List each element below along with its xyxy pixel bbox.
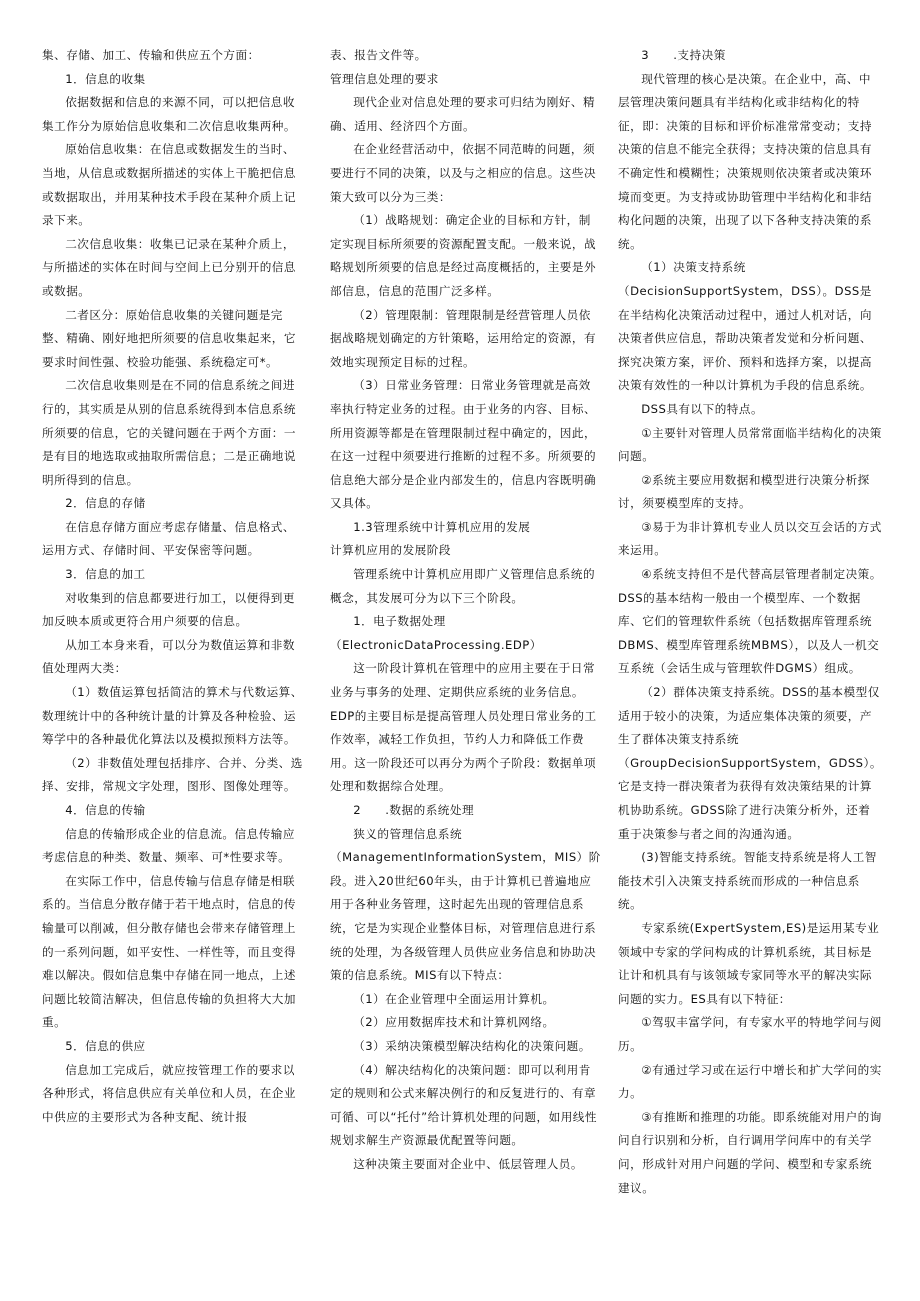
paragraph: (3)智能支持系统。智能支持系统是将人工智能技术引入决策支持系统而形成的一种信息系统。 [618,850,877,912]
text-column-1 [42,44,304,1129]
paragraph: 专家系统(ExpertSystem,ES)是运用某专业领域中专家的学问构成的计算机系统，其目标是让计和机具有与该领域专家同等水平的解决实际问题的实力。ES具有以下特征： [618,920,880,1006]
paragraph: 这一阶段计算机在管理中的应用主要在于日常业务与事务的处理、定期供应系统的业务信息。EDP的主要目标是提高管理人员处理日常业务的工作效率，减轻工作负担，节约人力和降低工作费用。这一阶段还可以再分为两个子阶段：数据单项处理和数据综合处理。 [330,661,597,794]
paragraph: 在信息存储方面应考虑存储量、信息格式、运用方式、存储时间、平安保密等问题。 [42,519,295,558]
section-heading: 2 .数据的系统处理 [353,803,475,817]
text-column-2 [330,44,602,1177]
paragraph: 管理系统中计算机应用即广义管理信息系统的概念，其发展可分为以下三个阶段。 [330,567,596,605]
paragraph: DSS具有以下的特点。 [641,401,764,416]
paragraph: ②系统主要应用数据和模型进行决策分析探讨，须要模型库的支持。 [618,472,870,511]
section-heading: 5．信息的供应 [65,1038,146,1053]
paragraph: 在实际工作中，信息传输与信息存储是相联系的。当信息分散存储于若干地点时，信息的传输量可以削减，但分散存储也会带来存储管理上的一系列问题，如平安性、一样性等，而且变得难以解决。假如信息集中存储在同一地点，上述问题比较简洁解决，但信息传输的负担将大大加重。 [42,873,296,1030]
paragraph: 表、报告文件等。 [330,48,427,62]
paragraph: 计算机应用的发展阶段 [330,543,451,558]
section-heading: 1.3管理系统中计算机应用的发展 [353,519,531,534]
section-heading: 3．信息的加工 [65,567,146,582]
paragraph: 现代管理的核心是决策。在企业中，高、中层管理决策问题具有半结构化或非结构化的特征，即：决策的目标和评价标准常常变动；支持决策的信息不能完全获得；支持决策的信息具有不确定性和模糊性；决策规则依决策者或决策环境而变更。为支持或协助管理中半结构化和非结构化问题的决策，出现了以下各种支持决策的系统。 [618,71,872,251]
paragraph: 原始信息收集：在信息或数据发生的当时、当地，从信息或数据所描述的实体上干脆把信息或数据取出，并用某种技术手段在某种介质上记录下来。 [42,142,296,228]
section-heading: 2．信息的存储 [65,496,146,511]
section-heading: 3 .支持决策 [641,48,726,62]
paragraph: ①主要针对管理人员常常面临半结构化的决策问题。 [618,425,882,464]
text-column-3 [618,44,882,1200]
paragraph: 这种决策主要面对企业中、低层管理人员。 [353,1156,583,1171]
paragraph: （3）采纳决策模型解决结构化的决策问题。 [353,1038,591,1053]
paragraph: 依据数据和信息的来源不同，可以把信息收集工作分为原始信息收集和二次信息收集两种。 [42,95,296,133]
paragraph: （3）日常业务管理：日常业务管理就是高效率执行特定业务的过程。由于业务的内容、目标、所用资源等都是在管理限制过程中确定的，因此，在这一过程中须要进行推断的过程不多。所须要的信息绝大部分是企业内部发生的，信息内容既明确又具体。 [330,378,597,511]
paragraph: 对收集到的信息都要进行加工，以便得到更加反映本质或更符合用户须要的信息。 [42,590,295,629]
paragraph: （1）数值运算包括简洁的算术与代数运算、数理统计中的各种统计量的计算及各种检验、运筹学中的各种最优化算法以及模拟预料方法等。 [42,685,303,747]
paragraph: 狭义的管理信息系统（ManagementInformationSystem，MIS）阶段。进入20世纪60年头，由于计算机已普遍地应用于各种业务管理，这时起先出现的管理信息系统，它是为实现企业整体目标，对管理信息进行系统的处理，为各级管理人员供应业务信息和协助决策的信息系统。MIS有以下特点： [330,826,601,983]
paragraph: （2）应用数据库技术和计算机网络。 [353,1015,555,1030]
paragraph: 管理信息处理的要求 [330,71,439,86]
section-heading: 4．信息的传输 [65,803,146,817]
paragraph: 从加工本身来看，可以分为数值运算和非数值处理两大类： [42,637,295,676]
paragraph: （1）决策支持系统（DecisionSupportSystem，DSS）。DSS是在半结构化决策活动过程中，通过人机对话，向决策者供应信息，帮助决策者发觉和分析问题、探究决策方案，评价、预料和选择方案，以提高决策有效性的一种以计算机为手段的信息系统。 [618,260,872,393]
section-heading: 1．电子数据处理（ElectronicDataProcessing.EDP） [330,614,542,652]
paragraph: （2）管理限制：管理限制是经营管理人员依据战略规划确定的方针策略，运用给定的资源，有效地实现预定目标的过程。 [330,307,597,369]
paragraph: （1）在企业管理中全面运用计算机。 [353,991,555,1006]
paragraph: 二者区分：原始信息收集的关键问题是完整、精确、刚好地把所须要的信息收集起来，它要求时间性强、校验功能强、系统稳定可*。 [42,307,296,369]
paragraph: （4）解决结构化的决策问题：即可以利用肯定的规则和公式来解决例行的和反复进行的、有章可循、可以“托付”给计算机处理的问题，如用线性规划求解生产资源最优配置等问题。 [330,1062,597,1148]
paragraph: 二次信息收集则是在不同的信息系统之间进行的，其实质是从别的信息系统得到本信息系统所须要的信息，它的关键问题在于两个方面：一是有目的地选取或抽取所需信息；二是正确地说明所得到的信息。 [42,378,296,487]
paragraph: （2）群体决策支持系统。DSS的基本模型仅适用于较小的决策，为适应集体决策的须要，产生了群体决策支持系统（GroupDecisionSupportSystem，GDSS）。它是支持一群决策者为获得有效决策结果的计算机协助系统。GDSS除了进行决策分析外，还着重于决策参与者之间的沟通沟通。 [618,685,882,841]
paragraph: ②有通过学习或在运行中增长和扩大学问的实力。 [618,1062,882,1101]
paragraph: ③易于为非计算机专业人员以交互会话的方式来运用。 [618,519,882,558]
section-heading: 1．信息的收集 [65,71,146,86]
paragraph: （1）战略规划：确定企业的目标和方针，制定实现目标所须要的资源配置支配。一般来说，战略规划所须要的信息是经过高度概括的，主要是外部信息，信息的范围广泛多样。 [330,213,597,298]
paragraph: 在企业经营活动中，依据不同范畴的问题，须要进行不同的决策，以及与之相应的信息。这些决策大致可以分为三类： [330,142,597,204]
paragraph: 信息的传输形成企业的信息流。信息传输应考虑信息的种类、数量、频率、可*性要求等。 [42,826,295,865]
paragraph: ③有推断和推理的功能。即系统能对用户的询问自行识别和分析，自行调用学问库中的有关学问，形成针对用户问题的学问、模型和专家系统建议。 [618,1109,882,1195]
paragraph: 二次信息收集：收集已记录在某种介质上，与所描述的实体在时间与空间上已分别开的信息或数据。 [42,236,296,298]
paragraph: （2）非数值处理包括排序、合并、分类、选择、安排，常规文字处理，图形、图像处理等。 [42,755,303,794]
paragraph: ④系统支持但不是代替高层管理者制定决策。DSS的基本结构一般由一个模型库、一个数据库、它们的管理软件系统（包括数据库管理系统DBMS、模型库管理系统MBMS），以及人一机交互系统（会话生成与管理软件DGMS）组成。 [618,567,882,676]
paragraph: ①驾驭丰富学问，有专家水平的特地学问与阅历。 [618,1015,882,1053]
paragraph: 信息加工完成后，就应按管理工作的要求以各种形式，将信息供应有关单位和人员，在企业中供应的主要形式为各种支配、统计报 [42,1062,296,1124]
paragraph: 现代企业对信息处理的要求可归结为刚好、精确、适用、经济四个方面。 [330,95,596,133]
paragraph: 集、存储、加工、传输和供应五个方面： [42,48,260,62]
